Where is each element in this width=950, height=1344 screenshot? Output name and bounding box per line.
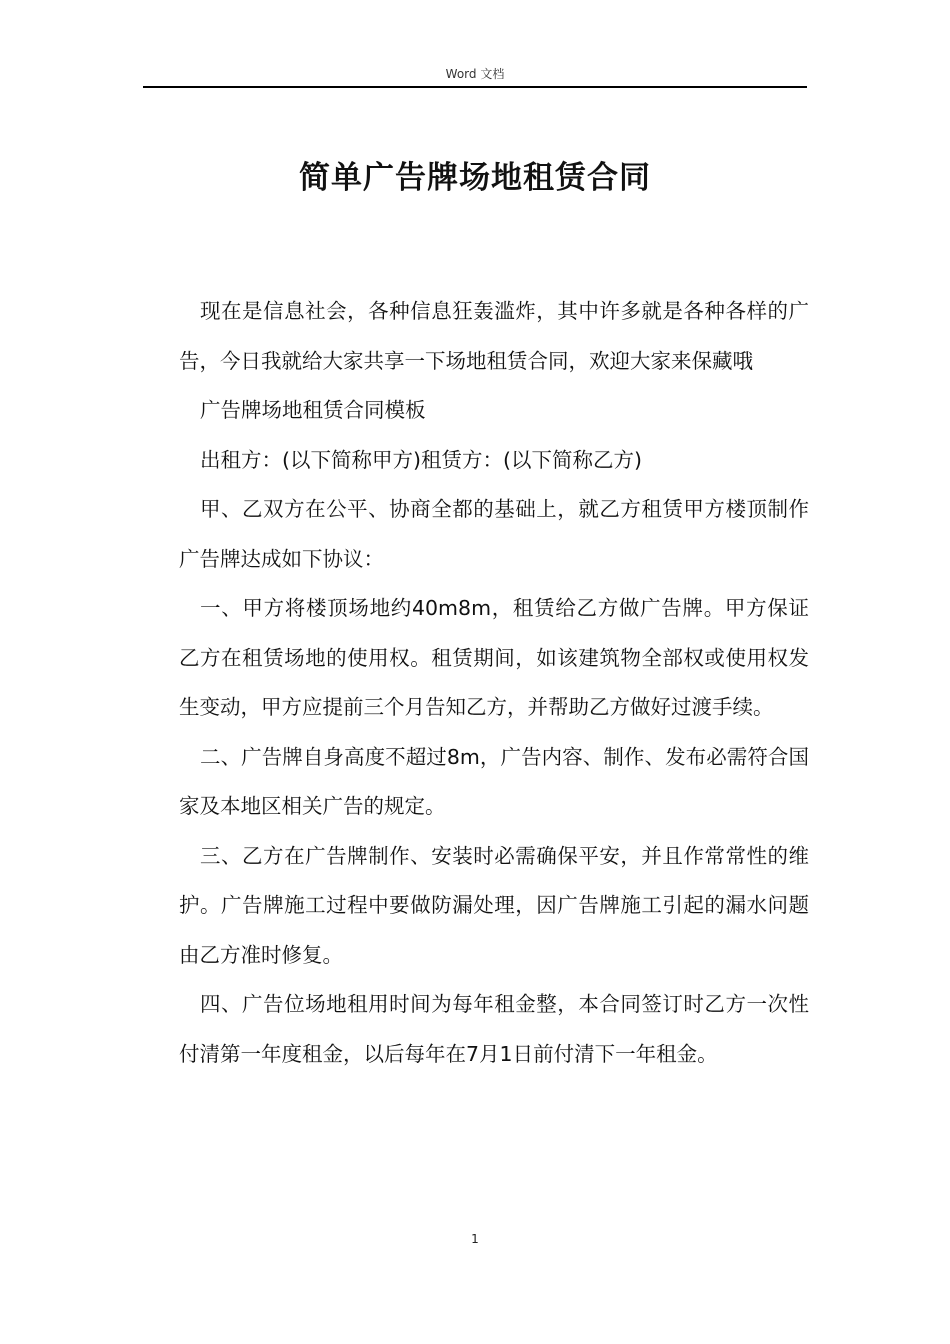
paragraph-template-heading: 广告牌场地租赁合同模板 [200,398,426,422]
document-title: 简单广告牌场地租赁合同 [299,160,651,196]
paragraph-agreement-basis: 甲、乙双方在公平、协商全都的基础上，就乙方租赁甲方楼顶制作广告牌达成如下协议： [179,497,809,571]
page-number: 1 [471,1232,479,1246]
paragraph-clause-2: 二、广告牌自身高度不超过8m，广告内容、制作、发布必需符合国家及本地区相关广告的规定。 [179,744,809,818]
paragraph-clause-3: 三、乙方在广告牌制作、安装时必需确保平安，并且作常常性的维护。广告牌施工过程中要做防漏处理，因广告牌施工引起的漏水问题由乙方准时修复。 [179,843,809,967]
header-divider [143,86,807,88]
document-body [179,287,809,1079]
paragraph-parties: 出租方：(以下简称甲方)租赁方：(以下简称乙方) [200,447,642,472]
paragraph-clause-4: 四、广告位场地租用时间为每年租金整，本合同签订时乙方一次性付清第一年度租金，以后每年在7月1日前付清下一年租金。 [179,992,809,1066]
paragraph-clause-1: 一、甲方将楼顶场地约40m8m，租赁给乙方做广告牌。甲方保证乙方在租赁场地的使用权。租赁期间，如该建筑物全部权或使用权发生变动，甲方应提前三个月告知乙方，并帮助乙方做好过渡手续。 [179,596,809,719]
page-header: Word 文档 [445,67,505,81]
paragraph-intro: 现在是信息社会，各种信息狂轰滥炸，其中许多就是各种各样的广告，今日我就给大家共享一下场地租赁合同，欢迎大家来保藏哦 [179,299,809,373]
